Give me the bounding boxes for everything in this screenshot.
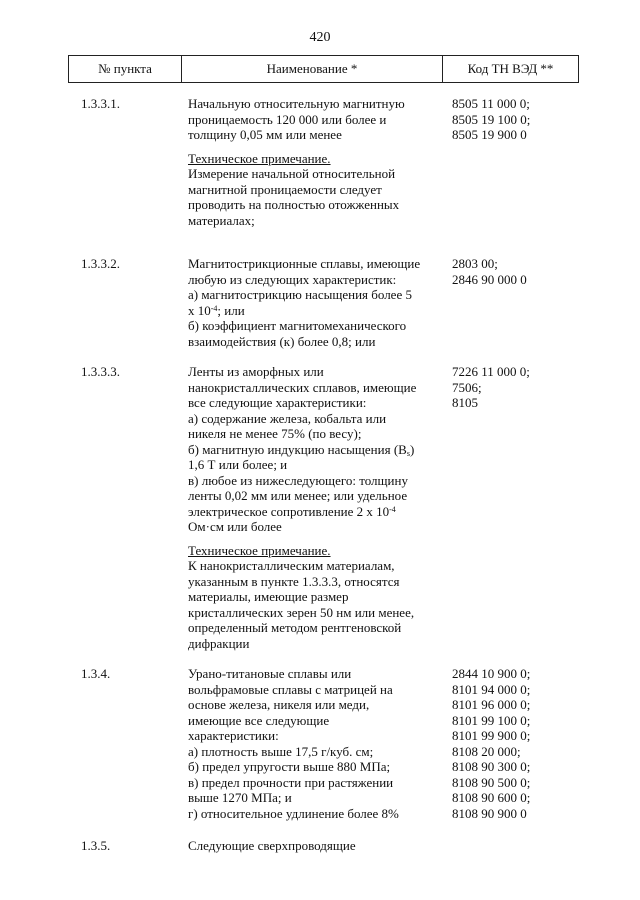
- description-line: электрическое сопротивление 2 х $10^{-4}$: [188, 503, 396, 519]
- code-line: 8101 94 000 0;: [452, 681, 531, 697]
- code-line: 8108 90 600 0;: [452, 790, 531, 805]
- header-code: Код ТН ВЭД **: [467, 61, 554, 76]
- code-line: 2846 90 000 0: [452, 271, 527, 287]
- code-line: 8101 99 900 0;: [452, 728, 531, 743]
- description-line: а) плотность выше 17,5 г/куб. см;: [188, 743, 374, 759]
- description-line: г) относительное удлинение более 8%: [188, 805, 399, 821]
- item-codes: [452, 364, 582, 411]
- code-line: 2844 10 900 0;: [452, 666, 531, 681]
- description-line: Начальную относительную магнитную: [188, 96, 405, 111]
- description-line: б) магнитную индукцию насыщения $(B_s)$: [188, 441, 415, 458]
- technical-note-line: дифракции: [188, 635, 250, 651]
- technical-note-line: проводить на полностью отожженных: [188, 197, 400, 212]
- code-line: 8101 99 100 0;: [452, 712, 531, 728]
- description-line: вольфрамовые сплавы с матрицей на: [188, 681, 393, 697]
- header-item-number: № пункта: [69, 56, 182, 82]
- code-line: 8505 19 100 0;: [452, 111, 531, 127]
- item-number: 1.3.3.3.: [81, 364, 120, 379]
- technical-note-line: магнитной проницаемости следует: [188, 181, 382, 197]
- description-line: а) содержание железа, кобальта или: [188, 410, 387, 426]
- code-line: 8108 20 000;: [452, 743, 521, 759]
- item-number: 1.3.4.: [81, 666, 111, 681]
- description-line: б) предел упругости выше 880 МПа;: [188, 759, 391, 774]
- technical-note-line: материалах;: [188, 212, 255, 228]
- item-description: [188, 96, 450, 228]
- description-line: а) магнитострикцию насыщения более 5: [188, 287, 412, 302]
- code-line: 8108 90 300 0;: [452, 759, 531, 774]
- description-line: в) предел прочности при растяжении: [188, 774, 394, 790]
- code-line: 8108 90 900 0: [452, 805, 527, 821]
- table-row: [0, 96, 640, 248]
- description-line: Урано-титановые сплавы или: [188, 666, 352, 681]
- technical-note-heading: Техническое примечание.: [188, 542, 331, 558]
- description-line: имеющие все следующие: [188, 712, 330, 728]
- table-row: [0, 838, 640, 858]
- technical-note-line: указанным в пункте 1.3.3.3, относятся: [188, 573, 400, 589]
- item-description: [188, 256, 450, 349]
- description-line: Магнитострикционные сплавы, имеющие: [188, 256, 421, 271]
- code-line: 7506;: [452, 379, 482, 395]
- item-number: 1.3.5.: [81, 838, 111, 853]
- description-line: проницаемость 120 000 или более и: [188, 111, 387, 127]
- technical-note-line: определенный методом рентгеновской: [188, 620, 402, 635]
- description-line: выше 1270 МПа; и: [188, 790, 292, 805]
- code-line: 2803 00;: [452, 256, 498, 271]
- table-row: [0, 364, 640, 658]
- item-number: 1.3.3.1.: [81, 96, 120, 111]
- description-line: никеля не менее 75% (по весу);: [188, 426, 362, 441]
- description-line: 1,6 Т или более; и: [188, 457, 288, 472]
- page-number: 420: [309, 30, 331, 45]
- technical-note-line: К нанокристаллическим материалам,: [188, 558, 395, 573]
- item-number: 1.3.3.2.: [81, 256, 120, 271]
- description-line: нанокристаллических сплавов, имеющие: [188, 379, 417, 395]
- description-line: толщину 0,05 мм или менее: [188, 127, 342, 142]
- description-line: б) коэффициент магнитомеханического: [188, 318, 407, 333]
- code-line: 8505 11 000 0;: [452, 96, 530, 111]
- description-line: характеристики:: [188, 728, 279, 743]
- header-name: Наименование *: [182, 56, 443, 82]
- description-line: основе железа, никеля или меди,: [188, 697, 370, 712]
- description-line: x $10^{-4}$; или: [188, 302, 245, 318]
- table-row: [0, 666, 640, 830]
- item-codes: [452, 666, 582, 821]
- item-description: [188, 838, 450, 854]
- item-description: [188, 364, 450, 651]
- technical-note-line: Измерение начальной относительной: [188, 166, 396, 181]
- description-line: ленты 0,02 мм или менее; или удельное: [188, 488, 408, 503]
- item-description: [188, 666, 450, 821]
- description-line: Ленты из аморфных или: [188, 364, 324, 379]
- table-row: [0, 256, 640, 356]
- description-line: в) любое из нижеследующего: толщину: [188, 472, 408, 488]
- code-line: 8505 19 900 0: [452, 127, 527, 142]
- description-line: взаимодействия (к) более 0,8; или: [188, 333, 376, 349]
- code-line: 8108 90 500 0;: [452, 774, 531, 790]
- table-header: [68, 55, 579, 83]
- description-line: Следующие сверхпроводящие: [188, 838, 356, 853]
- technical-note-heading: Техническое примечание.: [188, 150, 331, 166]
- technical-note-line: материалы, имеющие размер: [188, 589, 349, 604]
- code-line: 8105: [452, 395, 478, 410]
- description-line: любую из следующих характеристик:: [188, 271, 397, 287]
- code-line: 7226 11 000 0;: [452, 364, 530, 379]
- technical-note-line: кристаллических зерен 50 нм или менее,: [188, 604, 415, 620]
- code-line: 8101 96 000 0;: [452, 697, 531, 712]
- description-line: все следующие характеристики:: [188, 395, 367, 410]
- description-line: Ом·см или более: [188, 519, 282, 534]
- item-codes: [452, 96, 582, 143]
- item-codes: [452, 256, 582, 287]
- table-body: [0, 96, 640, 866]
